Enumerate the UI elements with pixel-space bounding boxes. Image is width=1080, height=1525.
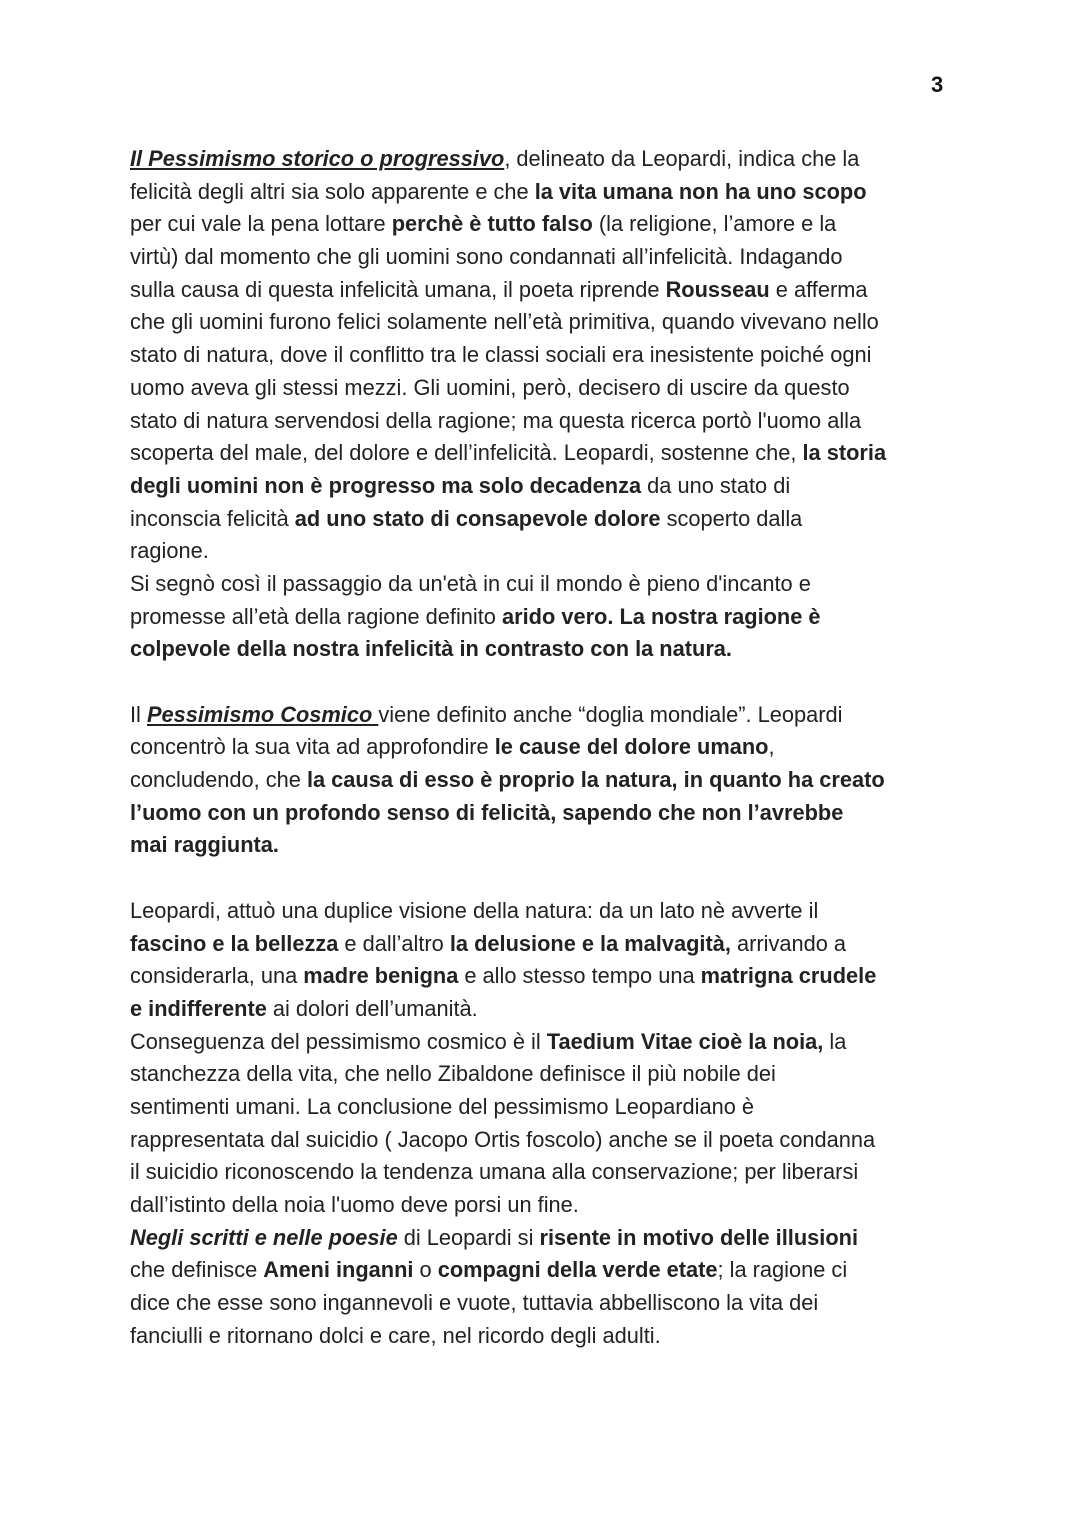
text-run: fanciulli e ritornano dolci e care, nel ricordo degli adulti. xyxy=(130,1322,661,1348)
text-run: inconscia felicità xyxy=(130,505,295,531)
bold-text: Ameni inganni xyxy=(263,1257,414,1283)
underlined-heading: Pessimismo Cosmico xyxy=(146,701,379,727)
text-line xyxy=(130,241,970,274)
text-line xyxy=(130,339,970,372)
text-line xyxy=(130,274,970,307)
text-run: di Leopardi si xyxy=(397,1224,540,1250)
bold-text: compagni della verde etate xyxy=(437,1257,718,1283)
bold-text: l’uomo con un profondo senso di felicità, sapendo che non l’avrebbe xyxy=(130,799,844,825)
text-line xyxy=(130,731,970,764)
text-line xyxy=(130,928,970,961)
bold-text: degli uomini non è progresso ma solo decadenza xyxy=(130,472,642,498)
text-run: da uno stato di xyxy=(641,472,791,498)
text-run: , xyxy=(768,734,775,760)
text-run: scoperto dalla xyxy=(660,505,803,531)
text-run: concludendo, che xyxy=(130,767,307,793)
text-run: viene definito anche “doglia mondiale”. Leopardi xyxy=(378,701,843,727)
paragraph-gap xyxy=(130,666,970,699)
bold-text: fascino e la bellezza xyxy=(130,930,339,956)
bold-text: la storia xyxy=(802,440,887,466)
text-run: ragione. xyxy=(130,538,209,564)
text-run: e afferma xyxy=(769,276,868,302)
bold-text: risente in motivo delle illusioni xyxy=(539,1224,859,1250)
bold-text: la delusione e la malvagità, xyxy=(449,930,731,956)
text-line xyxy=(130,1222,970,1255)
text-run: rappresentata dal suicidio ( Jacopo Ortis foscolo) anche se il poeta condanna xyxy=(130,1126,876,1152)
text-run: uomo aveva gli stessi mezzi. Gli uomini, però, decisero di uscire da questo xyxy=(130,374,850,400)
text-run: stato di natura, dove il conflitto tra le classi sociali era inesistente poiché ogni xyxy=(130,342,872,368)
bold-text: matrigna crudele xyxy=(700,963,877,989)
text-line xyxy=(130,1026,970,1059)
text-run: e dall’altro xyxy=(338,930,450,956)
bold-text: mai raggiunta. xyxy=(130,832,279,858)
bold-text: Taedium Vitae cioè la noia, xyxy=(546,1028,824,1054)
bold-text: perchè è tutto falso xyxy=(391,211,593,237)
bold-text: Rousseau xyxy=(665,276,770,302)
bold-text: ad uno stato di consapevole dolore xyxy=(294,505,661,531)
text-line xyxy=(130,208,970,241)
text-line xyxy=(130,895,970,928)
text-run: Il xyxy=(130,701,147,727)
text-run: dall’istinto della noia l'uomo deve porsi un fine. xyxy=(130,1192,579,1217)
text-run: scoperta del male, del dolore e dell’infelicità. Leopardi, sostenne che, xyxy=(130,440,803,466)
bold-text: e indifferente xyxy=(130,995,267,1021)
paragraph-pessimismo-cosmico xyxy=(130,699,970,862)
text-run: Si segnò così il passaggio da un'età in cui il mondo è pieno d'incanto e xyxy=(130,570,811,596)
text-run: o xyxy=(413,1257,438,1283)
text-run: e allo stesso tempo una xyxy=(458,963,701,989)
text-run: ai dolori dell’umanità. xyxy=(266,995,478,1021)
text-line xyxy=(130,960,970,993)
text-run: per cui vale la pena lottare xyxy=(130,211,392,237)
bold-text: la causa di esso è proprio la natura, in quanto ha creato xyxy=(306,767,885,793)
text-line xyxy=(130,1254,970,1287)
text-line xyxy=(130,176,970,209)
text-line xyxy=(130,1091,970,1124)
text-run: felicità degli altri sia solo apparente e che xyxy=(130,178,535,204)
page-number: 3 xyxy=(931,72,944,97)
text-line xyxy=(130,568,970,601)
paragraph-duplice-visione xyxy=(130,895,970,1353)
text-run: ; la ragione ci xyxy=(717,1257,848,1283)
text-line xyxy=(130,1320,970,1353)
text-line xyxy=(130,1189,970,1222)
text-line xyxy=(130,1124,970,1157)
text-run: stanchezza della vita, che nello Zibaldone definisce il più nobile dei xyxy=(130,1061,776,1087)
text-run: (la religione, l’amore e la xyxy=(592,211,837,237)
document-body xyxy=(130,143,970,1352)
text-run: sentimenti umani. La conclusione del pessimismo Leopardiano è xyxy=(130,1093,754,1119)
bold-text: madre benigna xyxy=(303,963,459,989)
text-run: sulla causa di questa infelicità umana, il poeta riprende xyxy=(130,276,666,302)
text-line xyxy=(130,1156,970,1189)
text-line xyxy=(130,829,970,862)
text-line xyxy=(130,143,970,176)
text-line xyxy=(130,797,970,830)
text-line xyxy=(130,601,970,634)
text-run: , delineato da Leopardi, indica che la xyxy=(504,146,860,171)
text-line xyxy=(130,633,970,666)
text-line xyxy=(130,405,970,438)
text-run: che gli uomini furono felici solamente nell’età primitiva, quando vivevano nello xyxy=(130,309,879,335)
text-run: considerarla, una xyxy=(130,963,304,989)
text-line xyxy=(130,1287,970,1320)
text-line xyxy=(130,503,970,536)
text-run: virtù) dal momento che gli uomini sono condannati all’infelicità. Indagando xyxy=(130,244,843,270)
text-run: Leopardi, attuò una duplice visione della natura: da un lato nè avverte il xyxy=(130,897,819,923)
text-line xyxy=(130,372,970,405)
text-run: promesse all’età della ragione definito xyxy=(130,603,502,629)
text-line xyxy=(130,306,970,339)
text-run: il suicidio riconoscendo la tendenza umana alla conservazione; per liberarsi xyxy=(130,1159,859,1185)
text-line xyxy=(130,535,970,568)
text-run: la xyxy=(823,1028,847,1054)
text-run: Conseguenza del pessimismo cosmico è il xyxy=(130,1028,547,1054)
underlined-heading: Il Pessimismo storico o progressivo xyxy=(130,146,505,171)
text-line xyxy=(130,437,970,470)
bold-text: la vita umana non ha uno scopo xyxy=(534,178,867,204)
text-run: dice che esse sono ingannevoli e vuote, tuttavia abbelliscono la vita dei xyxy=(130,1290,819,1316)
bold-text: arido vero. La nostra ragione è xyxy=(501,603,821,629)
text-line xyxy=(130,470,970,503)
text-run: concentrò la sua vita ad approfondire xyxy=(130,734,495,760)
text-run: stato di natura servendosi della ragione; ma questa ricerca portò l'uomo alla xyxy=(130,407,862,433)
bold-text: le cause del dolore umano xyxy=(494,734,769,760)
text-line xyxy=(130,764,970,797)
bold-text: colpevole della nostra infelicità in contrasto con la natura. xyxy=(130,636,732,662)
paragraph-pessimismo-storico xyxy=(130,143,970,666)
text-run: che definisce xyxy=(130,1257,264,1283)
paragraph-gap xyxy=(130,862,970,895)
text-run: arrivando a xyxy=(730,930,847,956)
text-line xyxy=(130,993,970,1026)
text-line xyxy=(130,699,970,732)
bold-italic-text: Negli scritti e nelle poesie xyxy=(130,1224,398,1250)
text-line xyxy=(130,1058,970,1091)
